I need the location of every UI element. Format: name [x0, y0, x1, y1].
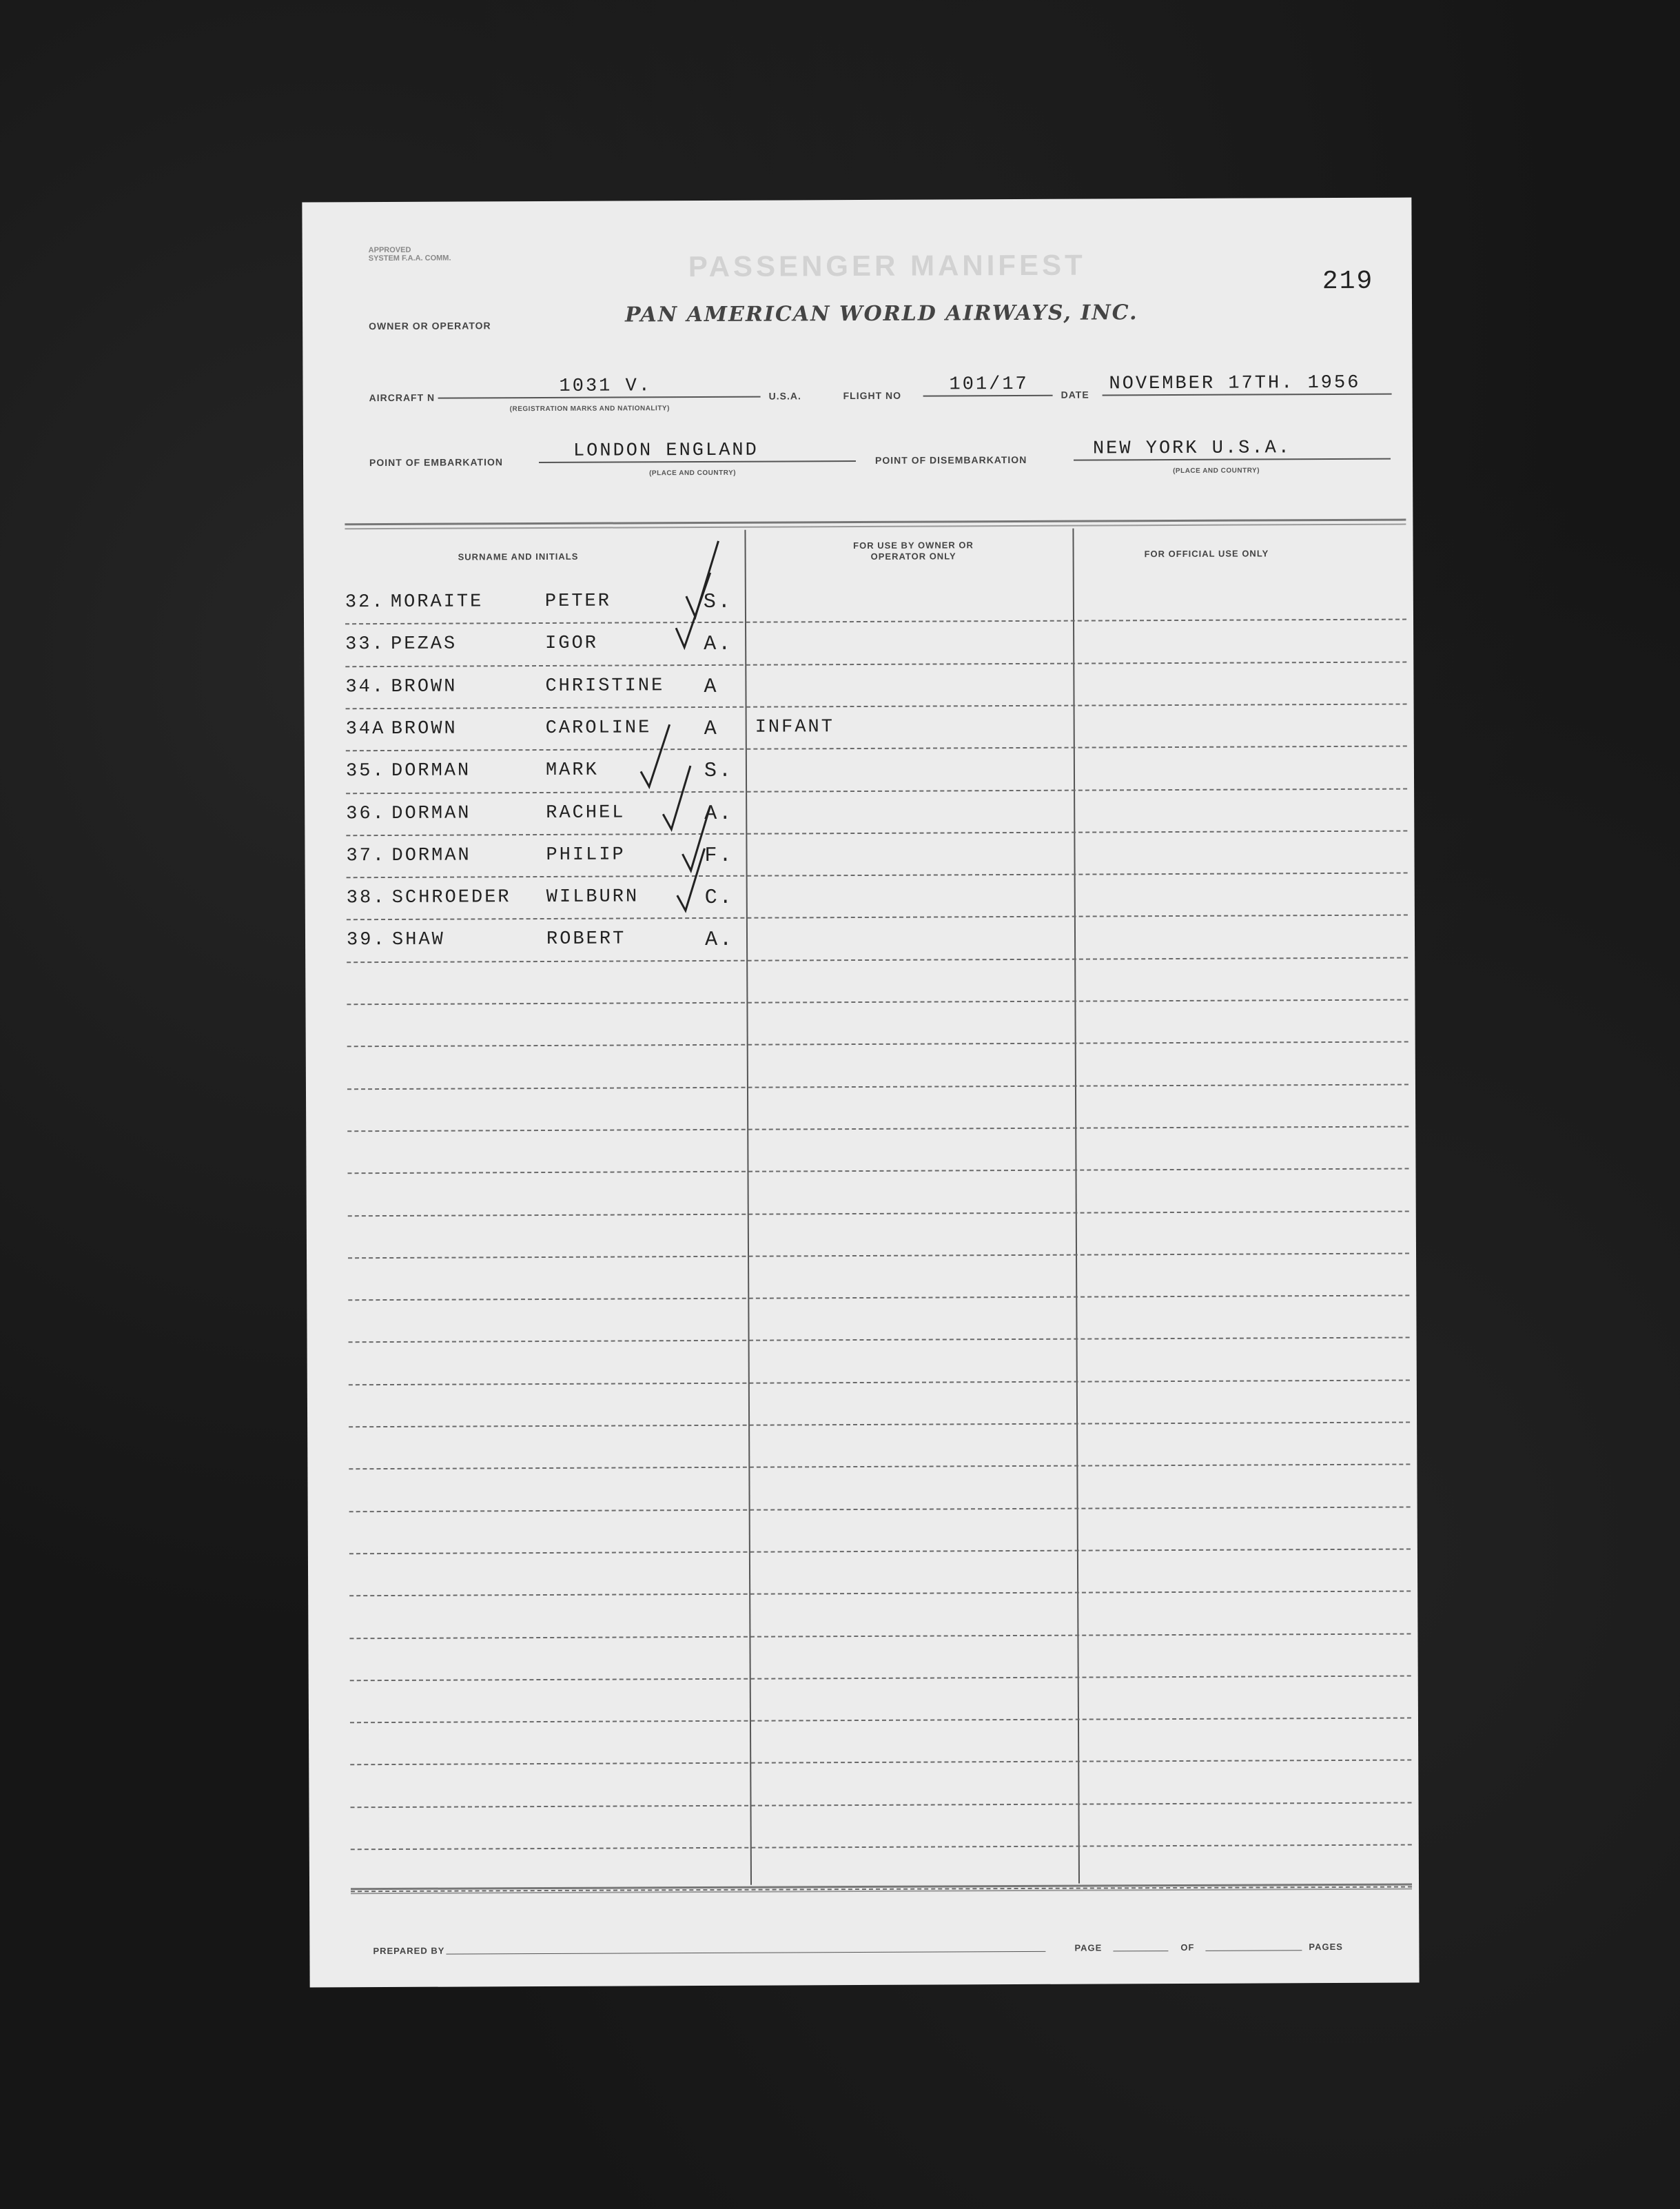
passenger-number: 34A	[345, 718, 386, 740]
column-header-owner-use: FOR USE BY OWNER OR OPERATOR ONLY	[853, 540, 974, 562]
passenger-number: 38.	[346, 888, 387, 909]
check-mark-5	[682, 807, 710, 871]
flight-label: FLIGHT NO	[843, 389, 902, 402]
disembarkation-note: (PLACE AND COUNTRY)	[1173, 467, 1260, 476]
check-mark-6	[677, 848, 704, 910]
passenger-class-code: A.	[704, 633, 733, 657]
passenger-given-name: PETER	[544, 591, 611, 612]
passenger-given-name: RACHEL	[546, 802, 626, 824]
passenger-number: 34.	[345, 676, 386, 698]
company-name: PAN AMERICAN WORLD AIRWAYS, INC.	[624, 301, 1138, 327]
passenger-number: 35.	[345, 761, 386, 782]
check-mark-3	[641, 724, 670, 786]
passenger-class-code: A.	[704, 928, 735, 953]
disembarkation-label: POINT OF DISEMBARKATION	[874, 454, 1027, 466]
passenger-surname: DORMAN	[391, 802, 471, 824]
passenger-number: 39.	[346, 930, 387, 951]
page-number: 219	[1322, 266, 1374, 297]
manifest-sheet	[302, 197, 1419, 1987]
passenger-surname: SHAW	[391, 930, 445, 951]
passenger-owner-note: INFANT	[755, 717, 834, 738]
passenger-class-code: A	[704, 675, 719, 699]
passenger-class-code: A.	[704, 802, 734, 826]
passenger-class-code: S.	[704, 759, 734, 784]
embarkation-label: POINT OF EMBARKATION	[369, 456, 504, 469]
flight-value: 101/17	[949, 374, 1029, 396]
passenger-class-code: C.	[704, 886, 734, 910]
of-label: OF	[1180, 1942, 1195, 1953]
pages-label: PAGES	[1309, 1941, 1344, 1953]
page-label: PAGE	[1074, 1942, 1103, 1953]
column-header-names: SURNAME AND INITIALS	[458, 551, 579, 562]
date-value: NOVEMBER 17TH. 1956	[1109, 372, 1361, 395]
passenger-class-code: F.	[704, 844, 734, 868]
passenger-given-name: CAROLINE	[545, 717, 652, 739]
registration-note: (REGISTRATION MARKS AND NATIONALITY)	[509, 405, 670, 414]
passenger-given-name: WILBURN	[546, 886, 639, 908]
aircraft-label: AIRCRAFT N	[369, 391, 436, 404]
passenger-number: 37.	[346, 845, 387, 867]
passenger-class-code: A	[704, 717, 719, 741]
passenger-surname: DORMAN	[391, 845, 471, 866]
owner-label: OWNER OR OPERATOR	[369, 320, 491, 332]
form-title: PASSENGER MANIFEST	[688, 248, 1086, 283]
check-mark-4	[663, 766, 690, 829]
handwritten-check-marks	[302, 197, 1419, 1987]
embarkation-value: LONDON ENGLAND	[573, 440, 759, 462]
passenger-surname: BROWN	[391, 718, 458, 740]
passenger-number: 33.	[345, 634, 385, 655]
disembarkation-value: NEW YORK U.S.A.	[1092, 438, 1292, 460]
passenger-given-name: PHILIP	[546, 844, 626, 866]
approved-stamp-line-1: APPROVED	[368, 245, 411, 255]
column-header-official-use: FOR OFFICIAL USE ONLY	[1144, 548, 1269, 560]
passenger-given-name: ROBERT	[546, 928, 626, 950]
usa-label: U.S.A.	[768, 390, 801, 402]
prepared-by-label: PREPARED BY	[373, 1945, 445, 1957]
passenger-surname: MORAITE	[390, 591, 484, 613]
passenger-class-code: S.	[703, 590, 733, 614]
passenger-number: 32.	[345, 592, 385, 613]
passenger-given-name: IGOR	[545, 633, 599, 655]
date-label: DATE	[1061, 389, 1089, 400]
passenger-surname: DORMAN	[391, 760, 471, 782]
check-mark-1	[686, 541, 719, 617]
passenger-surname: SCHROEDER	[391, 887, 511, 909]
passenger-given-name: CHRISTINE	[545, 675, 665, 697]
passenger-surname: BROWN	[391, 676, 458, 698]
embarkation-note: (PLACE AND COUNTRY)	[649, 469, 737, 478]
aircraft-value: 1031 V.	[559, 376, 653, 397]
passenger-surname: PEZAS	[391, 633, 458, 655]
passenger-given-name: MARK	[545, 760, 599, 782]
passenger-number: 36.	[346, 803, 386, 824]
approved-stamp-line-2: SYSTEM F.A.A. COMM.	[368, 254, 451, 263]
